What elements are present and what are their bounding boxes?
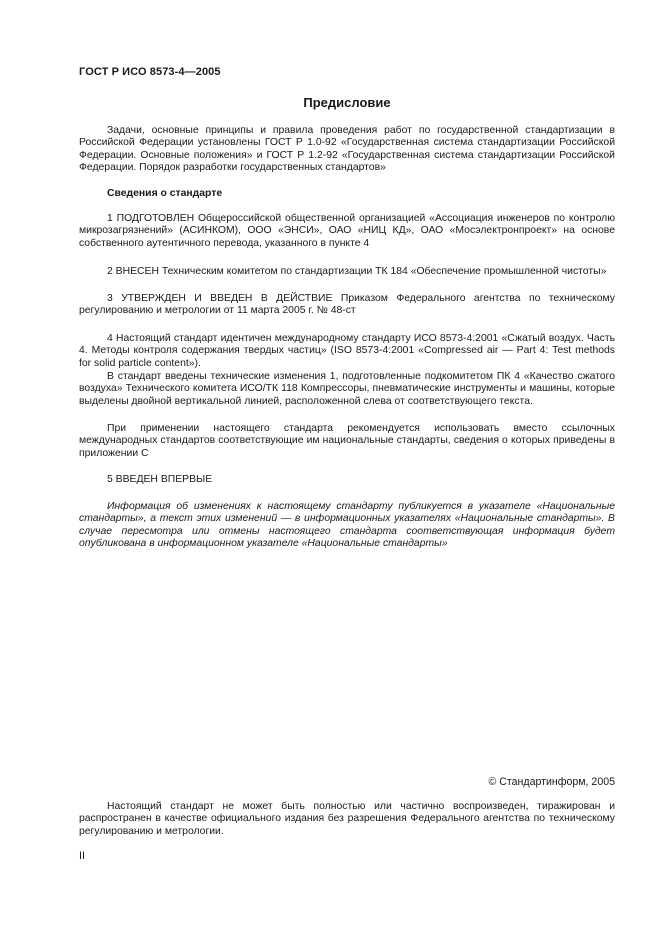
item-4-changes-paragraph: В стандарт введены технические изменения 1, подготовленные подкомитетом ПК 4 «Качество сжатого воздуха» Технического комитета ИСО/ТК 118 Компрессоры, пневматические инструменты и машины, которые выделены двойной вертикальной линией, расположенной слева от соответствующего текста. (79, 371, 615, 407)
item-4-paragraph: 4 Настоящий стандарт идентичен международному стандарту ИСО 8573-4:2001 «Сжатый воздух. Часть 4. Методы контроля содержания твердых частиц» (ISO 8573-4:2001 «Compressed air — Part 4: Test methods for solid particle content»). (79, 333, 615, 369)
copyright-line: © Стандартинформ, 2005 (488, 776, 615, 788)
reproduction-notice-paragraph: Настоящий стандарт не может быть полностью или частично воспроизведен, тиражирован и распространен в качестве официального издания без разрешения Федерального агентства по техническому регулированию и метрологии. (79, 801, 615, 837)
page-number: II (79, 850, 85, 862)
info-heading: Сведения о стандарте (107, 188, 223, 199)
standard-code-header: ГОСТ Р ИСО 8573-4—2005 (79, 66, 221, 78)
changes-notice-paragraph: Информация об изменениях к настоящему стандарту публикуется в указателе «Национальные стандарты», а текст этих изменений — в информационных указателях «Национальные стандарты». В случае пересмотра или отмены настоящего стандарта соответствующая информация будет опубликована в информационном указателе «Национальные стандарты» (79, 501, 615, 550)
item-4-references-paragraph: При применении настоящего стандарта рекомендуется использовать вместо ссылочных международных стандартов соответствующие им национальные стандарты, сведения о которых приведены в приложении С (79, 423, 615, 459)
item-5-paragraph: 5 ВВЕДЕН ВПЕРВЫЕ (107, 474, 213, 485)
intro-paragraph: Задачи, основные принципы и правила проведения работ по государственной стандартизации в Российской Федерации установлены ГОСТ Р 1.0-92 «Государственная система стандартизации Российской Федерации. Основные положения» и ГОСТ Р 1.2-92 «Государственная система стандартизации Российской Федерации. Порядок разработки государственных стандартов» (79, 125, 615, 174)
page-title: Предисловие (303, 95, 391, 110)
item-1-paragraph: 1 ПОДГОТОВЛЕН Общероссийской общественной организацией «Ассоциация инженеров по контролю микрозагрязнений» (АСИНКОМ), ООО «ЭНСИ», ОАО «НИЦ КД», ОАО «Мосэлектронпроект» на основе собственного аутентичного перевода, указанного в пункте 4 (79, 213, 615, 249)
item-3-paragraph: 3 УТВЕРЖДЕН И ВВЕДЕН В ДЕЙСТВИЕ Приказом Федерального агентства по техническому регулированию и метрологии от 11 марта 2005 г. № 48-ст (79, 293, 615, 317)
item-2-paragraph: 2 ВНЕСЕН Техническим комитетом по стандартизации ТК 184 «Обеспечение промышленной чистоты» (107, 266, 607, 277)
